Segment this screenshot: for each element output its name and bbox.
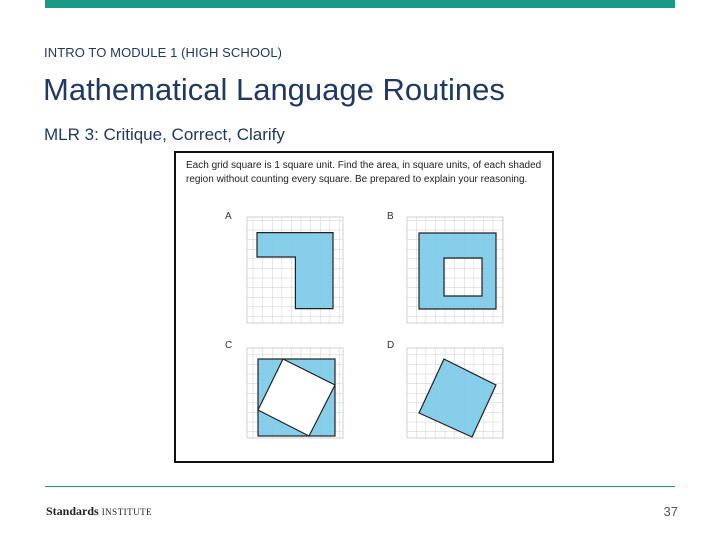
footer-rule: [45, 486, 675, 487]
figure-label-b: B: [387, 211, 394, 222]
task-card: [174, 151, 554, 463]
standards-institute-logo: [46, 504, 152, 519]
slide-title: Mathematical Language Routines: [43, 72, 505, 107]
figure-a: [247, 217, 343, 323]
module-eyebrow: INTRO TO MODULE 1 (HIGH SCHOOL): [44, 45, 283, 60]
figure-label-d: D: [387, 340, 395, 351]
figures-svg: [176, 153, 552, 461]
figure-b: [407, 217, 503, 323]
page-number: 37: [663, 504, 678, 519]
top-accent-bar: [45, 0, 675, 8]
logo-small-text: INSTITUTE: [101, 507, 153, 517]
task-prompt: Each grid square is 1 square unit. Find the area, in square units, of each shaded region without counting every square. Be prepared to explain your reasoning.: [186, 160, 542, 185]
figure-c: [247, 348, 343, 438]
figure-label-a: A: [225, 211, 232, 222]
slide-subtitle: MLR 3: Critique, Correct, Clarify: [44, 125, 285, 144]
logo-main-text: Standards: [46, 504, 99, 518]
figure-d: [407, 348, 503, 438]
figure-label-c: C: [225, 340, 233, 351]
